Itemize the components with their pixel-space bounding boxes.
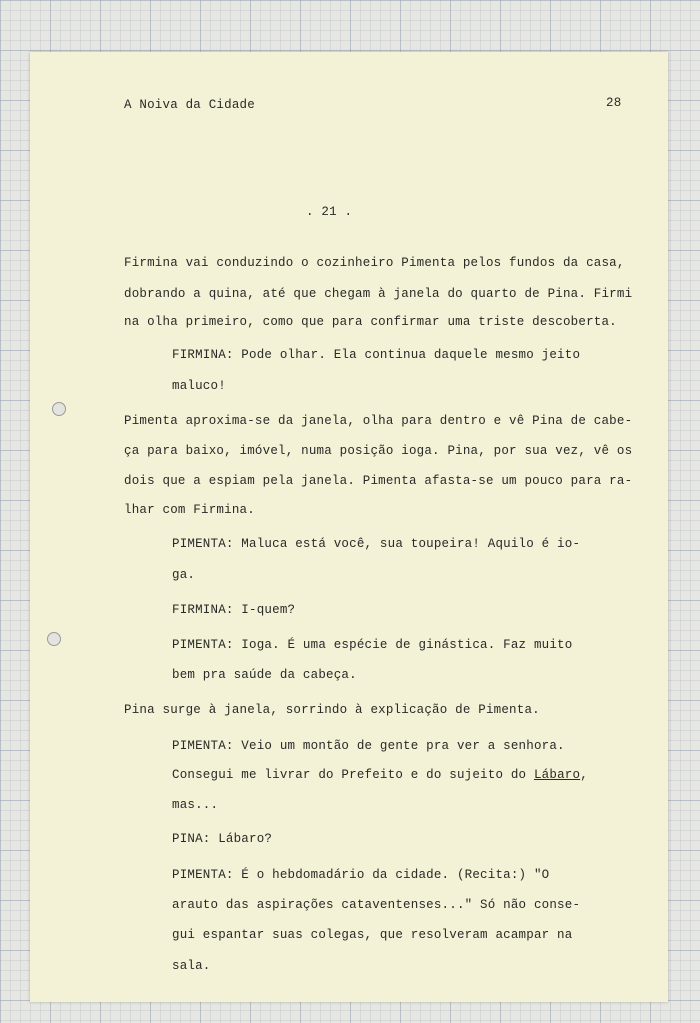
- header-title: A Noiva da Cidade: [124, 98, 255, 112]
- dialogue-line: maluco!: [172, 379, 226, 393]
- scene-number: . 21 .: [306, 205, 353, 219]
- dialogue-line: FIRMINA: Pode olhar. Ela continua daquele mesmo jeito: [172, 348, 581, 362]
- dialogue-line: PIMENTA: É o hebdomadário da cidade. (Recita:) "O: [172, 868, 550, 882]
- stage-direction-line: ça para baixo, imóvel, numa posição ioga. Pina, por sua vez, vê os: [124, 444, 633, 458]
- dialogue-line: sala.: [172, 959, 211, 973]
- dialogue-line: FIRMINA: I-quem?: [172, 603, 296, 617]
- stage-direction-line: dois que a espiam pela janela. Pimenta afasta-se um pouco para ra-: [124, 474, 633, 488]
- dialogue-text: ,: [580, 768, 588, 782]
- stage-direction-line: lhar com Firmina.: [124, 503, 255, 517]
- dialogue-line: PIMENTA: Maluca está você, sua toupeira! Aquilo é io-: [172, 537, 581, 551]
- stage-direction-line: Pina surge à janela, sorrindo à explicação de Pimenta.: [124, 703, 540, 717]
- page-number: 28: [606, 96, 622, 110]
- dialogue-line: PIMENTA: Ioga. É uma espécie de ginástica. Faz muito: [172, 638, 573, 652]
- dialogue-line: bem pra saúde da cabeça.: [172, 668, 357, 682]
- dialogue-line: arauto das aspirações cataventenses..." Só não conse-: [172, 898, 581, 912]
- dialogue-line: ga.: [172, 568, 196, 582]
- punch-hole-bottom: [47, 632, 61, 646]
- stage-direction-line: dobrando a quina, até que chegam à janela do quarto de Pina. Firmi: [124, 287, 633, 301]
- dialogue-text: Consegui me livrar do Prefeito e do sujeito do: [172, 768, 534, 782]
- underlined-title: Lábaro: [533, 768, 581, 782]
- dialogue-line: [172, 768, 588, 782]
- typewritten-page: [30, 52, 668, 1002]
- stage-direction-line: Pimenta aproxima-se da janela, olha para dentro e vê Pina de cabe-: [124, 414, 633, 428]
- dialogue-line: PIMENTA: Veio um montão de gente pra ver a senhora.: [172, 739, 565, 753]
- punch-hole-top: [52, 402, 66, 416]
- dialogue-line: gui espantar suas colegas, que resolveram acampar na: [172, 928, 573, 942]
- stage-direction-line: na olha primeiro, como que para confirmar uma triste descoberta.: [124, 315, 617, 329]
- stage-direction-line: Firmina vai conduzindo o cozinheiro Pimenta pelos fundos da casa,: [124, 256, 625, 270]
- dialogue-line: mas...: [172, 798, 219, 812]
- dialogue-line: PINA: Lábaro?: [172, 832, 273, 846]
